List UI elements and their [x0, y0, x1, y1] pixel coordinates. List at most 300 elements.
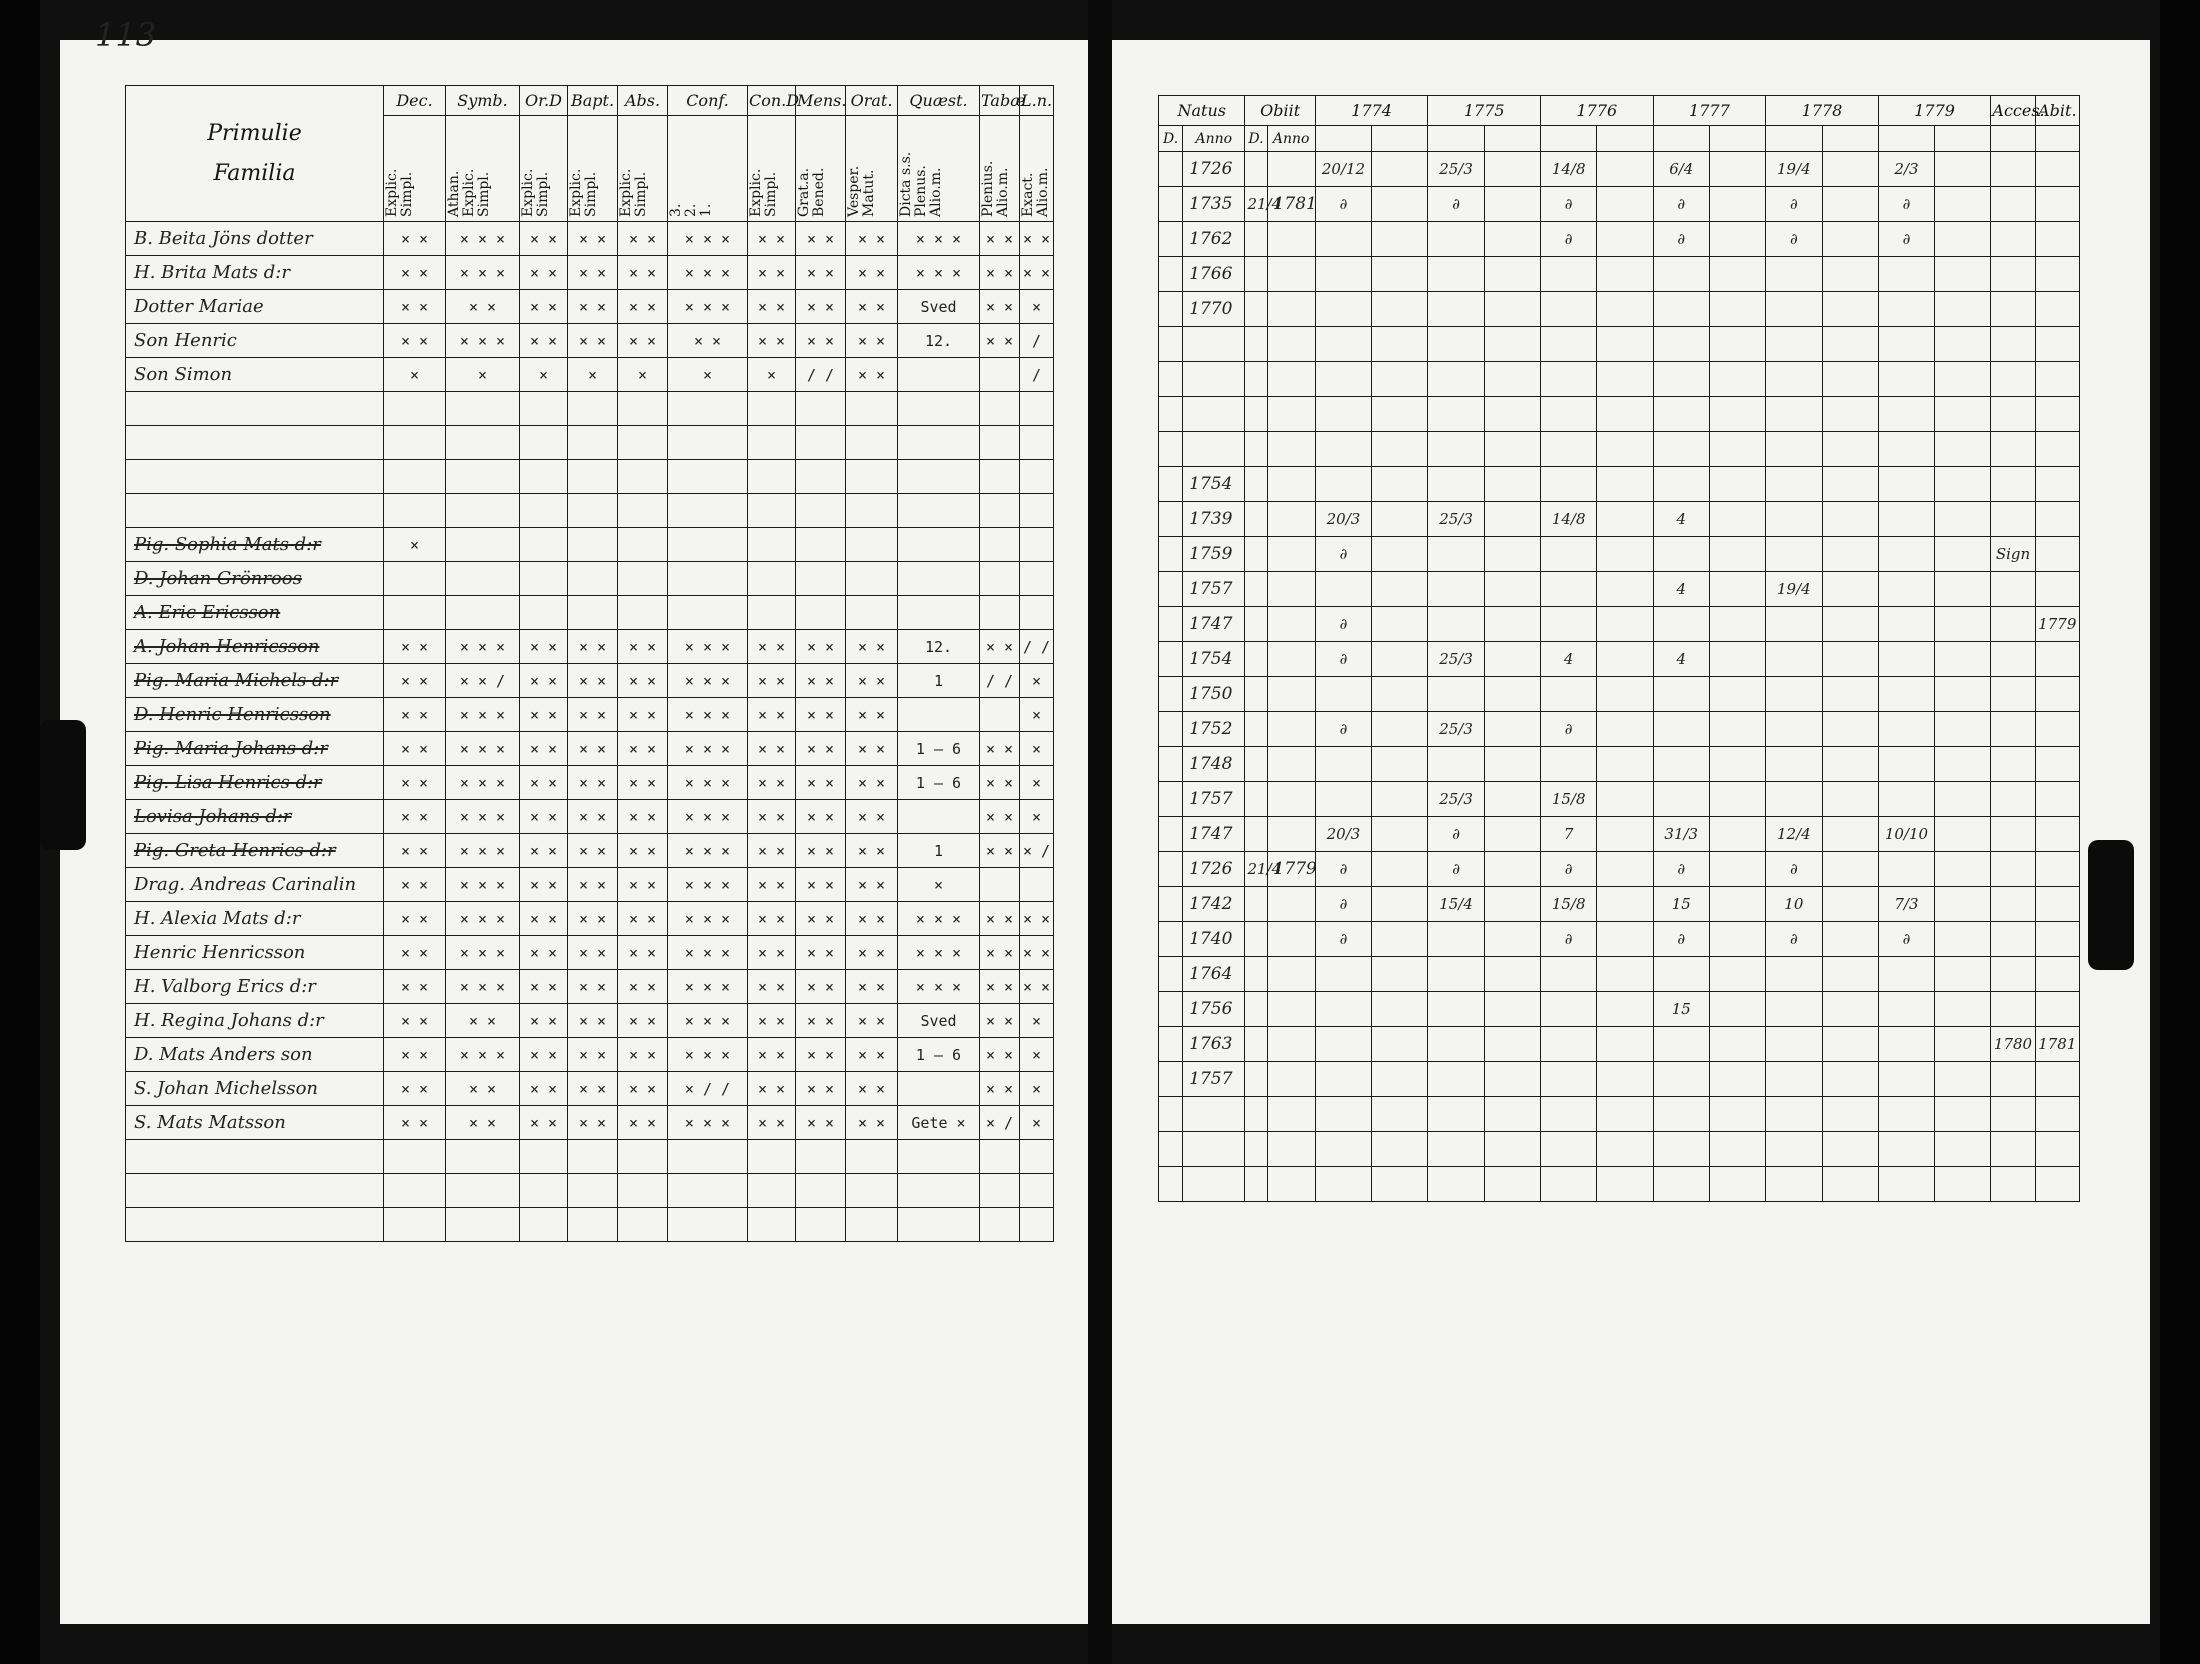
record-mark [384, 562, 446, 596]
record-mark: × × [568, 222, 618, 256]
record-mark: × × [568, 732, 618, 766]
record-mark: × × [796, 664, 846, 698]
table-row [126, 392, 1054, 426]
record-mark [980, 1174, 1020, 1208]
column-header: Conf. [668, 86, 748, 116]
year-note [2035, 187, 2079, 222]
record-mark: × [568, 358, 618, 392]
table-row [1159, 537, 2080, 572]
year-note [1653, 1027, 1709, 1062]
year-note [1935, 1132, 1991, 1167]
death-day [1245, 1132, 1267, 1167]
birth-year: 1763 [1183, 1027, 1245, 1062]
record-mark: × × [618, 902, 668, 936]
table-row [1159, 677, 2080, 712]
year-note: 2/3 [1878, 152, 1934, 187]
subheader-label: Matut. [861, 169, 877, 217]
year-note: 14/8 [1541, 152, 1597, 187]
person-name: Dotter Mariae [126, 290, 384, 324]
record-mark: × × [1020, 256, 1054, 290]
table-row [1159, 1132, 2080, 1167]
table-row [1159, 1027, 2080, 1062]
year-note [1428, 1167, 1484, 1202]
column-header: Obiit [1245, 96, 1315, 126]
record-mark: × × [1020, 902, 1054, 936]
record-mark: × × [384, 630, 446, 664]
year-note [2035, 992, 2079, 1027]
record-mark [618, 426, 668, 460]
person-name [126, 426, 384, 460]
year-note [1372, 362, 1428, 397]
year-note [1541, 1097, 1597, 1132]
year-note: 25/3 [1428, 782, 1484, 817]
year-note [1822, 642, 1878, 677]
year-note: Sign [1991, 537, 2035, 572]
birth-day [1159, 607, 1183, 642]
year-note [1935, 992, 1991, 1027]
year-note [1766, 1167, 1822, 1202]
subheader-label: Explic. [520, 168, 536, 217]
year-note: ∂ [1541, 712, 1597, 747]
record-mark [618, 1208, 668, 1242]
table-row [126, 936, 1054, 970]
record-mark: × × [796, 630, 846, 664]
year-note [1709, 677, 1765, 712]
record-mark: × × [520, 664, 568, 698]
record-mark: × × × [668, 766, 748, 800]
year-note [1653, 362, 1709, 397]
record-mark: × × × [668, 970, 748, 1004]
subheader-stack [447, 116, 492, 221]
death-year [1267, 747, 1315, 782]
year-note [1991, 257, 2035, 292]
death-day [1245, 292, 1267, 327]
birth-day [1159, 467, 1183, 502]
year-note [1766, 992, 1822, 1027]
birth-year [1183, 1132, 1245, 1167]
year-note [1597, 1097, 1653, 1132]
year-note [1484, 1167, 1540, 1202]
year-note [1991, 782, 2035, 817]
year-note [1653, 397, 1709, 432]
year-note [1372, 1097, 1428, 1132]
year-note: 14/8 [1541, 502, 1597, 537]
record-mark [618, 392, 668, 426]
birth-day [1159, 642, 1183, 677]
record-mark: × × [980, 732, 1020, 766]
year-note: ∂ [1541, 922, 1597, 957]
record-mark: × × [520, 936, 568, 970]
record-mark [980, 562, 1020, 596]
record-mark [796, 494, 846, 528]
birth-year [1183, 327, 1245, 362]
person-name: Drag. Andreas Carinalin [126, 868, 384, 902]
year-note [1372, 187, 1428, 222]
subheader-label: Plenius. [980, 160, 996, 217]
record-mark [796, 1174, 846, 1208]
record-mark: × × × [446, 222, 520, 256]
record-mark [796, 392, 846, 426]
birth-day [1159, 852, 1183, 887]
year-note [1428, 257, 1484, 292]
record-mark: × × [796, 1038, 846, 1072]
record-mark [618, 1174, 668, 1208]
record-mark [520, 562, 568, 596]
record-mark: × × [568, 256, 618, 290]
year-note [1878, 432, 1934, 467]
year-note [1428, 222, 1484, 257]
year-note [2035, 432, 2079, 467]
year-note [1766, 1062, 1822, 1097]
record-mark: × / [1020, 834, 1054, 868]
year-note [2035, 467, 2079, 502]
record-mark: × × [568, 970, 618, 1004]
year-note [1484, 397, 1540, 432]
record-mark: × [1020, 766, 1054, 800]
birth-year: 1754 [1183, 467, 1245, 502]
record-mark [1020, 596, 1054, 630]
record-mark [1020, 1174, 1054, 1208]
record-mark: × × [796, 800, 846, 834]
record-mark [980, 392, 1020, 426]
year-note [2035, 222, 2079, 257]
column-subheader [1766, 126, 1822, 152]
record-mark: × [1020, 732, 1054, 766]
year-note [1935, 327, 1991, 362]
year-note [1597, 1167, 1653, 1202]
record-mark: × × [796, 1004, 846, 1038]
year-note [1653, 1062, 1709, 1097]
record-mark: × × × [668, 1106, 748, 1140]
record-mark [796, 596, 846, 630]
birth-day [1159, 1062, 1183, 1097]
year-note [1541, 537, 1597, 572]
subheader-label: Bened. [811, 167, 827, 217]
record-mark: × [1020, 698, 1054, 732]
year-note [1822, 992, 1878, 1027]
record-mark: × × [980, 1004, 1020, 1038]
column-header: Con.D [748, 86, 796, 116]
person-name: S. Mats Matsson [126, 1106, 384, 1140]
year-note [1428, 1062, 1484, 1097]
year-note [1878, 467, 1934, 502]
year-note [1822, 677, 1878, 712]
record-mark: × × × [446, 902, 520, 936]
year-note [1597, 187, 1653, 222]
year-note: 10/10 [1878, 817, 1934, 852]
person-name: H. Brita Mats d:r [126, 256, 384, 290]
year-note [2035, 257, 2079, 292]
record-mark [446, 562, 520, 596]
year-note: ∂ [1315, 537, 1371, 572]
birth-day [1159, 152, 1183, 187]
record-mark: × × [618, 970, 668, 1004]
subheader-stack [619, 116, 649, 221]
year-note: ∂ [1541, 852, 1597, 887]
record-mark: × × [846, 324, 898, 358]
year-note [1315, 992, 1371, 1027]
death-year [1267, 922, 1315, 957]
year-note [2035, 1167, 2079, 1202]
family-title-line: Familia [213, 160, 296, 186]
year-note: 20/3 [1315, 502, 1371, 537]
year-note [1484, 1132, 1540, 1167]
year-note [1709, 852, 1765, 887]
year-note [1484, 677, 1540, 712]
death-year: 1779 [1267, 852, 1315, 887]
record-mark [668, 562, 748, 596]
table-row [126, 1174, 1054, 1208]
year-note: 25/3 [1428, 642, 1484, 677]
year-note [1597, 467, 1653, 502]
record-mark: × × [384, 1038, 446, 1072]
record-mark: × × [568, 868, 618, 902]
record-mark [980, 494, 1020, 528]
year-note [1484, 432, 1540, 467]
table-row [1159, 1167, 2080, 1202]
year-note: 15/4 [1428, 887, 1484, 922]
record-mark: × × [568, 1004, 618, 1038]
year-note [1878, 362, 1934, 397]
column-subheader [446, 116, 520, 222]
record-mark: × × [846, 358, 898, 392]
record-mark: × [384, 528, 446, 562]
record-mark: × × [748, 1106, 796, 1140]
record-mark: × × [748, 732, 796, 766]
year-note [1315, 1132, 1371, 1167]
year-note [1372, 887, 1428, 922]
record-mark: × × [568, 290, 618, 324]
subheader-label: Athan. [446, 170, 462, 217]
birth-year: 1726 [1183, 852, 1245, 887]
record-mark: × × × [668, 222, 748, 256]
record-mark: × × [668, 324, 748, 358]
year-note [1597, 362, 1653, 397]
year-note: ∂ [1766, 187, 1822, 222]
year-note [2035, 782, 2079, 817]
record-mark [446, 1208, 520, 1242]
person-name: Son Henric [126, 324, 384, 358]
year-note [1372, 712, 1428, 747]
year-note [1991, 1097, 2035, 1132]
death-year [1267, 327, 1315, 362]
column-subheader [1822, 126, 1878, 152]
person-name: Henric Henricsson [126, 936, 384, 970]
year-note [1541, 467, 1597, 502]
record-mark: × × × [898, 256, 980, 290]
year-note [1766, 1097, 1822, 1132]
column-header: Abit. [2035, 96, 2079, 126]
year-note [1653, 677, 1709, 712]
year-note [2035, 502, 2079, 537]
record-mark [1020, 1140, 1054, 1174]
person-name [126, 392, 384, 426]
record-mark: × × [748, 936, 796, 970]
record-mark [846, 460, 898, 494]
record-mark: × × [384, 834, 446, 868]
record-mark: × × [748, 834, 796, 868]
record-mark [520, 1140, 568, 1174]
record-mark: × [748, 358, 796, 392]
year-note: 7/3 [1878, 887, 1934, 922]
year-note [2035, 642, 2079, 677]
year-note: 20/12 [1315, 152, 1371, 187]
year-note [1822, 292, 1878, 327]
record-mark: × × × [446, 698, 520, 732]
record-mark [796, 426, 846, 460]
death-year [1267, 642, 1315, 677]
year-note [1428, 1132, 1484, 1167]
record-mark [384, 596, 446, 630]
record-mark: × × [520, 732, 568, 766]
year-note [2035, 852, 2079, 887]
table-row [1159, 747, 2080, 782]
year-note: 15 [1653, 992, 1709, 1027]
column-subheader [1653, 126, 1709, 152]
subheader-label: Explic. [748, 168, 764, 217]
death-day [1245, 957, 1267, 992]
year-note [1709, 572, 1765, 607]
death-day [1245, 922, 1267, 957]
birth-year: 1742 [1183, 887, 1245, 922]
year-note [1822, 712, 1878, 747]
subheader-label: Alio.m. [928, 167, 944, 217]
death-day [1245, 782, 1267, 817]
subheader-label: Vesper. [846, 165, 862, 217]
record-mark: × × [568, 1038, 618, 1072]
birth-day [1159, 1097, 1183, 1132]
year-note: 10 [1766, 887, 1822, 922]
subheader-stack [521, 116, 551, 221]
scan-border-left [0, 0, 40, 1664]
year-note [1766, 712, 1822, 747]
table-row [126, 1208, 1054, 1242]
year-note [1709, 1167, 1765, 1202]
year-note [1709, 957, 1765, 992]
death-day [1245, 992, 1267, 1027]
year-note [1653, 712, 1709, 747]
year-note [1766, 607, 1822, 642]
record-mark: × × [618, 1004, 668, 1038]
subheader-label: 3. [668, 203, 684, 217]
record-mark [980, 358, 1020, 392]
death-year [1267, 362, 1315, 397]
year-note [1822, 887, 1878, 922]
year-note [1935, 1027, 1991, 1062]
year-note [1315, 467, 1371, 502]
table-row [126, 222, 1054, 256]
record-mark: × [1020, 1106, 1054, 1140]
record-mark: × / / [668, 1072, 748, 1106]
year-note [1935, 187, 1991, 222]
record-mark: × × [520, 868, 568, 902]
year-note [1484, 572, 1540, 607]
record-mark: × × [980, 290, 1020, 324]
year-note [1991, 327, 2035, 362]
death-day [1245, 257, 1267, 292]
year-note [1709, 992, 1765, 1027]
birth-year: 1748 [1183, 747, 1245, 782]
record-mark: × × [748, 664, 796, 698]
death-day: 21/4 [1245, 852, 1267, 887]
year-note [1709, 432, 1765, 467]
year-note [1822, 572, 1878, 607]
record-mark: × × [618, 1072, 668, 1106]
record-mark: × × [520, 290, 568, 324]
record-mark [846, 494, 898, 528]
birth-year: 1726 [1183, 152, 1245, 187]
record-mark: × × × [668, 936, 748, 970]
record-mark [384, 1174, 446, 1208]
record-mark: × × [796, 834, 846, 868]
year-note [1597, 642, 1653, 677]
death-day [1245, 152, 1267, 187]
record-mark: × × [846, 1106, 898, 1140]
year-note [1766, 677, 1822, 712]
header-row [1159, 96, 2080, 126]
birth-day [1159, 1167, 1183, 1202]
record-mark: × × × [668, 630, 748, 664]
record-mark: 1 — 6 [898, 766, 980, 800]
year-note [1991, 852, 2035, 887]
year-note [1766, 642, 1822, 677]
year-note: ∂ [1766, 922, 1822, 957]
person-name: Pig. Greta Henrics d:r [126, 834, 384, 868]
birth-day [1159, 292, 1183, 327]
record-mark: × × × [668, 1004, 748, 1038]
year-note [1935, 152, 1991, 187]
table-row [1159, 257, 2080, 292]
record-mark [796, 460, 846, 494]
year-note [1991, 362, 2035, 397]
record-mark: × × [748, 698, 796, 732]
record-mark: / [1020, 324, 1054, 358]
year-note [1484, 747, 1540, 782]
year-note [1709, 1132, 1765, 1167]
record-mark [568, 460, 618, 494]
column-subheader [846, 116, 898, 222]
year-note [1484, 327, 1540, 362]
year-note: ∂ [1315, 642, 1371, 677]
record-mark: × × [520, 902, 568, 936]
record-mark: × × [618, 630, 668, 664]
year-note [1878, 292, 1934, 327]
year-note [1766, 1027, 1822, 1062]
year-note [1428, 1097, 1484, 1132]
birth-day [1159, 537, 1183, 572]
column-subheader [1372, 126, 1428, 152]
record-mark: × [1020, 1038, 1054, 1072]
person-name: Pig. Sophia Mats d:r [126, 528, 384, 562]
record-mark [568, 528, 618, 562]
record-mark [520, 460, 568, 494]
year-note [2035, 957, 2079, 992]
record-mark [748, 1140, 796, 1174]
table-row [1159, 327, 2080, 362]
record-mark [748, 494, 796, 528]
record-mark: × × [846, 970, 898, 1004]
year-note: 4 [1653, 572, 1709, 607]
table-row [1159, 992, 2080, 1027]
record-mark [1020, 868, 1054, 902]
subheader-stack [569, 116, 599, 221]
record-mark: × × × [446, 834, 520, 868]
year-note [1878, 537, 1934, 572]
death-year [1267, 257, 1315, 292]
year-note [1428, 1027, 1484, 1062]
birth-day [1159, 1027, 1183, 1062]
year-note [1709, 362, 1765, 397]
